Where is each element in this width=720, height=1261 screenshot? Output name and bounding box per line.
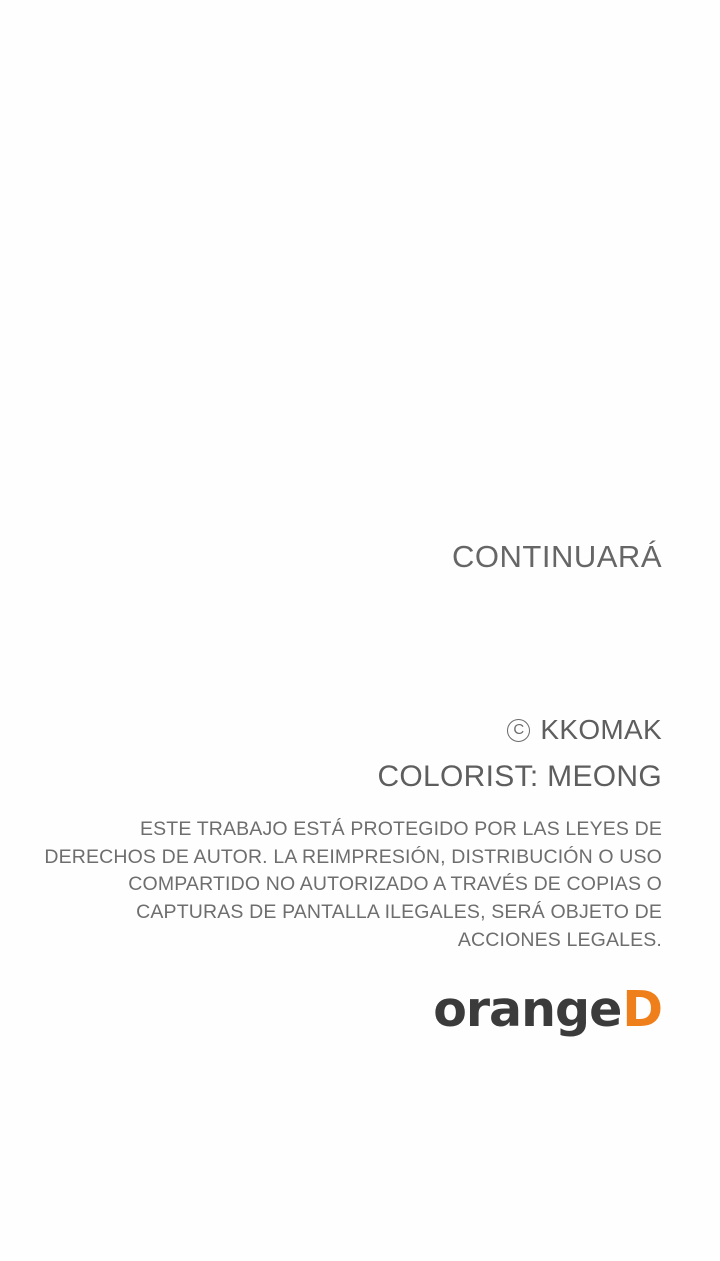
- copyright-line: [42, 714, 662, 746]
- colorist-credit: COLORIST: MEONG: [377, 760, 662, 794]
- credits-block: [42, 540, 662, 1038]
- to-be-continued-text: CONTINUARÁ: [452, 539, 662, 574]
- copyright-icon: C: [507, 719, 530, 742]
- oranged-logo: [433, 981, 662, 1038]
- logo-d-mark: D: [622, 980, 662, 1038]
- publisher-logo: [42, 981, 662, 1038]
- logo-wordmark: orange: [433, 980, 622, 1038]
- legal-notice: ESTE TRABAJO ESTÁ PROTEGIDO POR LAS LEYES DE DERECHOS DE AUTOR. LA REIMPRESIÓN, DISTRIBUCIÓN O USO COMPARTIDO NO AUTORIZADO A TRAVÉS DE COPIAS O CAPTURAS DE PANTALLA ILEGALES, SERÁ OBJETO DE ACCIONES LEGALES.: [44, 818, 662, 951]
- copyright-owner: KKOMAK: [540, 714, 662, 746]
